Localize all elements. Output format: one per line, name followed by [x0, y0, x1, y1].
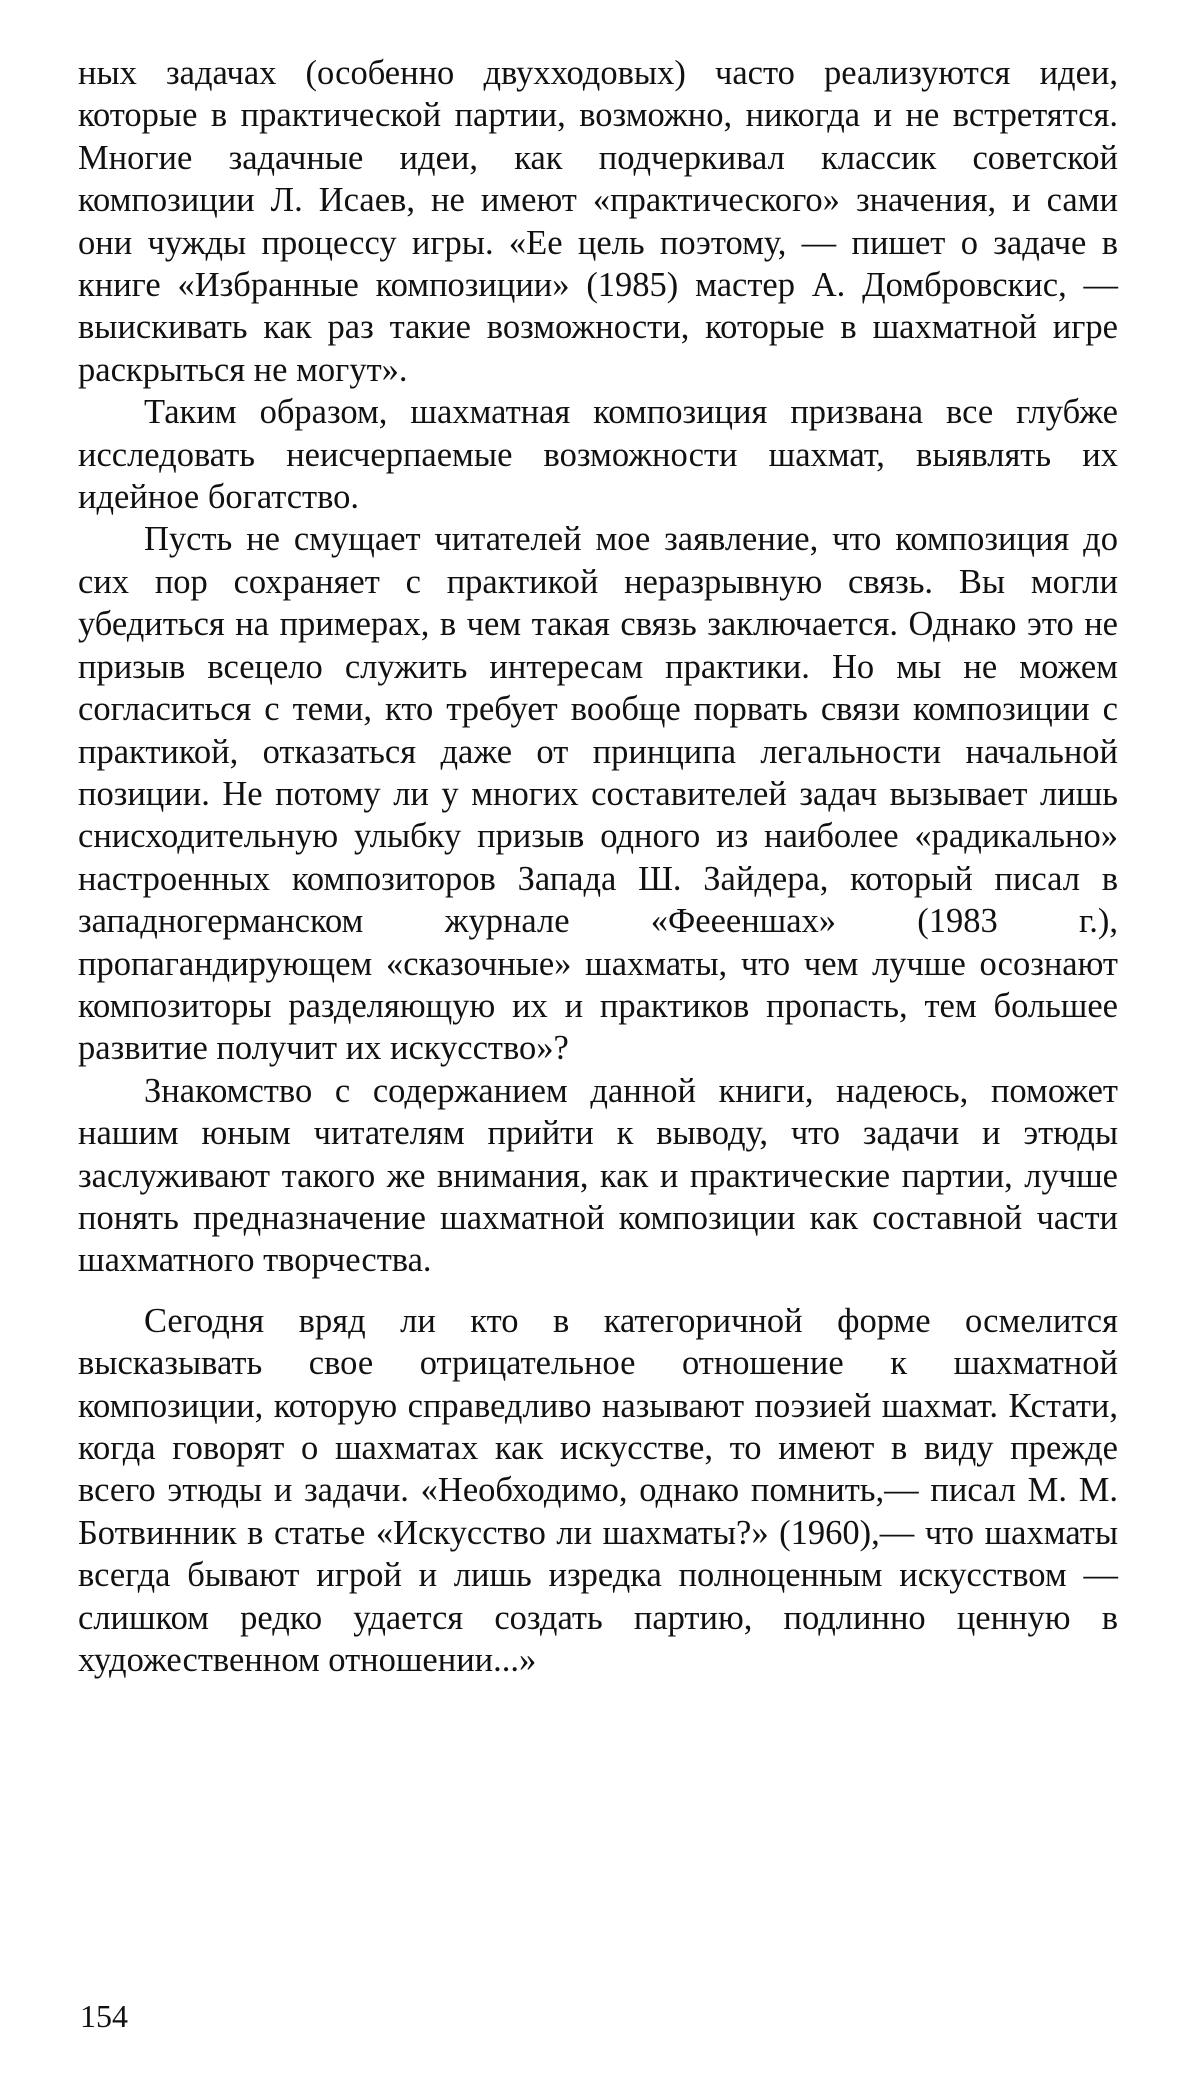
- paragraph-book-purpose: Знакомство с содержанием данной книги, надеюсь, поможет нашим юным читателям прийти к выводу, что задачи и этюды заслуживают такого же внимания, как и практические партии, лучше понять предназначение шахматной композиции как составной части шахматного творчества.: [78, 1071, 1118, 1280]
- paragraph-continuation: ных задачах (особенно двухходовых) часто реализуются идеи, которые в практической партии, возможно, никогда и не встретятся. Многие задачные идеи, как подчеркивал классик советской композиции Л. Исаев, не имеют «практического» значения, и сами они чужды процессу игры. «Ее цель поэтому, — пишет о задаче в книге «Избранные композиции» (1985) мастер А. Домбровскис, — выискивать как раз такие возможности, которые в шахматной игре раскрыться не могут».: [78, 54, 1118, 389]
- paragraph-composition-purpose: Таким образом, шахматная композиция призвана все глубже исследовать неисчерпаемые возможности шахмат, выявлять их идейное богатство.: [78, 393, 1118, 517]
- page-number: 154: [80, 1998, 128, 2034]
- paragraph-poetry-of-chess: Сегодня вряд ли кто в категоричной форме осмелится высказывать свое отрицательное отношение к шахматной композиции, которую справедливо называют поэзией шахмат. Кстати, когда говорят о шахматах как искусстве, то имеют в виду прежде всего этюды и задачи. «Необходимо, однако помнить,— писал М. М. Ботвинник в статье «Искусство ли шахматы?» (1960),— что шахматы всегда бывают игрой и лишь изредка полноценным искусством — слишком редко удается создать партию, подлинно ценную в художественном отношении...»: [78, 1301, 1118, 1680]
- paragraph-practice-connection: Пусть не смущает читателей мое заявление, что композиция до сих пор сохраняет с практикой неразрывную связь. Вы могли убедиться на примерах, в чем такая связь заключается. Однако это не призыв всецело служить интересам практики. Но мы не можем согласиться с теми, кто требует вообще порвать связи композиции с практикой, отказаться даже от принципа легальности начальной позиции. Не потому ли у многих составителей задач вызывает лишь снисходительную улыбку призыв одного из наиболее «радикально» настроенных композиторов Запада Ш. Зайдера, который писал в западногерманском журнале «Феееншах» (1983 г.), пропагандирующем «сказочные» шахматы, что чем лучше осознают композиторы разделяющую их и практиков пропасть, тем большее развитие получит их искусство»?: [78, 520, 1118, 1068]
- page-body: [78, 52, 1118, 1681]
